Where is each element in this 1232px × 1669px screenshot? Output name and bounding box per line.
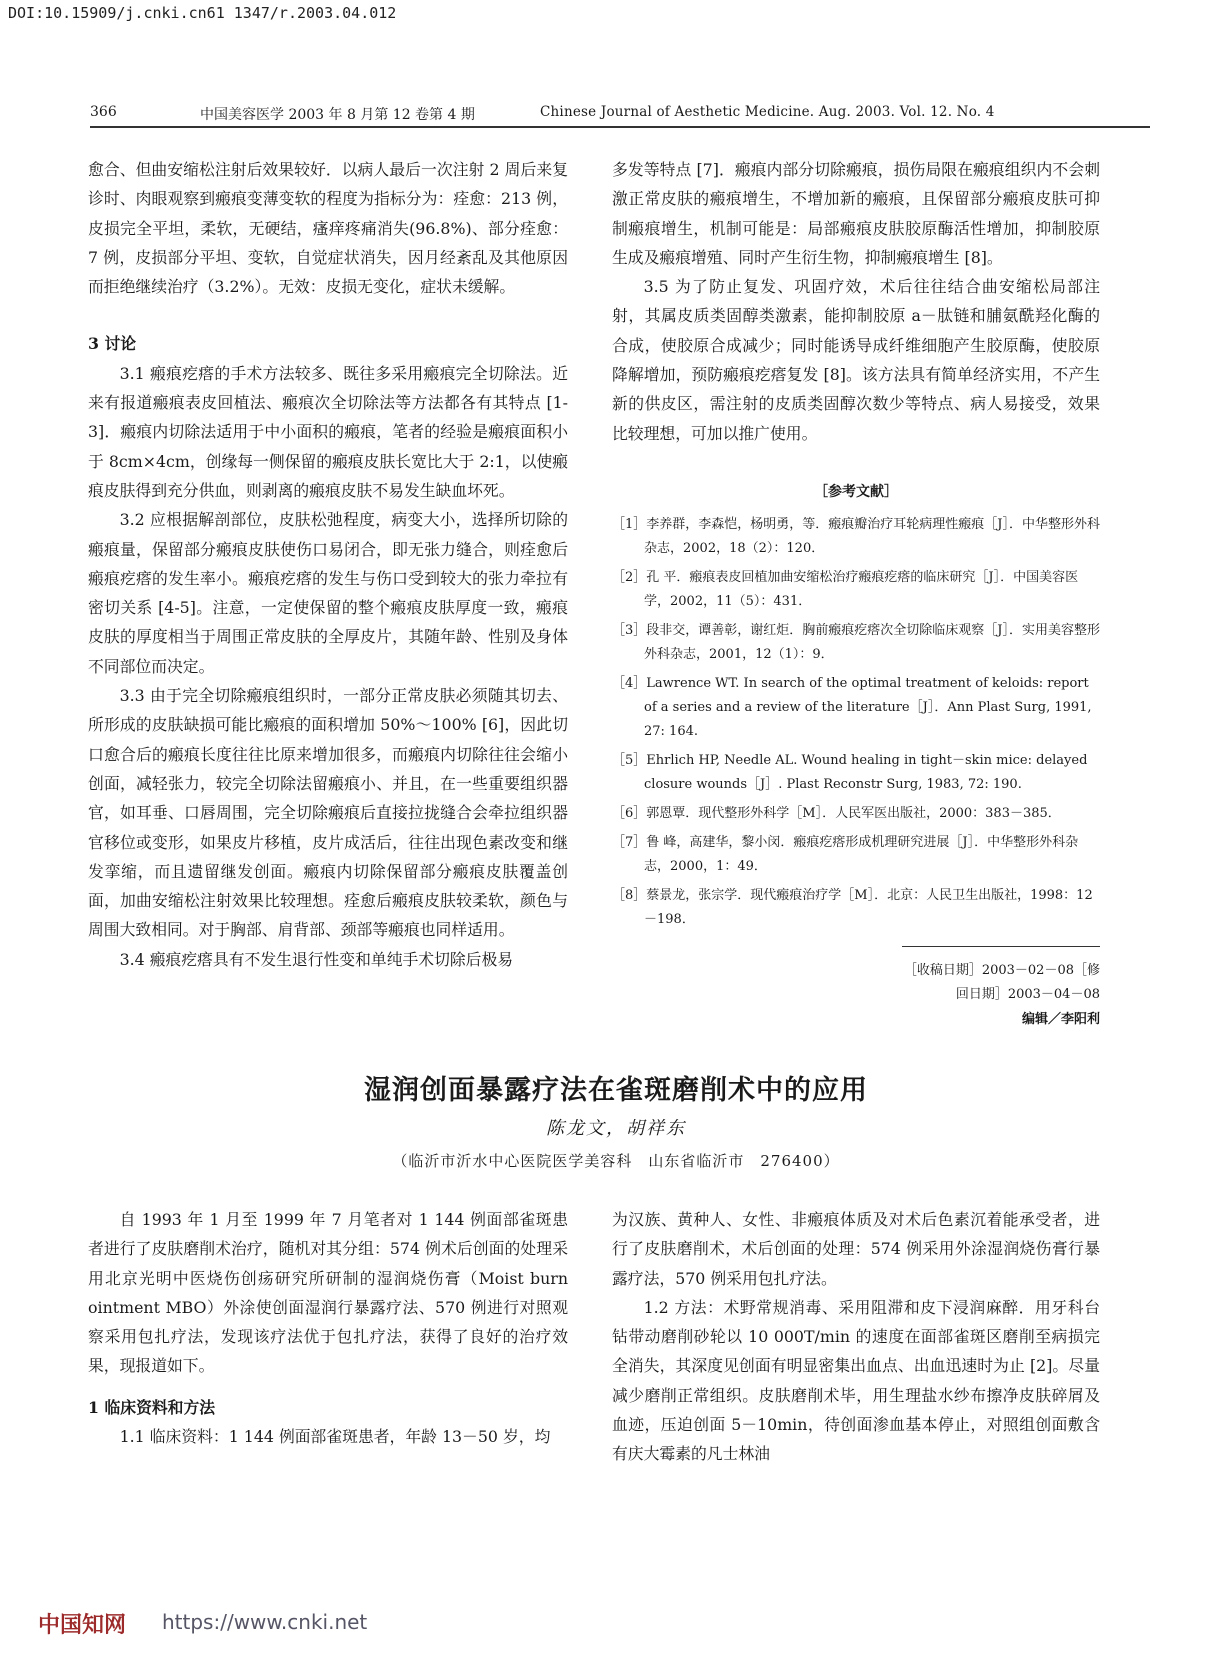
article-authors: 陈龙文，胡祥东 xyxy=(546,1118,686,1139)
article2-right-column xyxy=(612,1205,1100,1469)
paragraph-3-4-continued: 多发等特点 [7]．瘢痕内部分切除瘢痕，损伤局限在瘢痕组织内不会刺激正常皮肤的瘢痕增生，不增加新的瘢痕，且保留部分瘢痕皮肤可抑制瘢痕增生，机制可能是：局部瘢痕皮肤胶原酶活性增加，抑制胶原生成及瘢痕增殖、同时产生衍生物，抑制瘢痕增生 [8]。 xyxy=(612,160,1100,267)
reference-item: ［4］Lawrence WT. In search of the optimal treatment of keloids: report of a series and a review of the literature［J］．Ann Plast Surg, 1991, 27: 164. xyxy=(612,676,1092,740)
reference-item: ［2］孔 平．瘢痕表皮回植加曲安缩松治疗瘢痕疙瘩的临床研究［J］．中国美容医学，2002，11（5）：431． xyxy=(612,570,1079,610)
paragraph-1-1: 1.1 临床资料：1 144 例面部雀斑患者，年龄 13－50 岁，均 xyxy=(119,1427,551,1447)
paragraph-1-2: 1.2 方法：术野常规消毒、采用阻滞和皮下浸润麻醉．用牙科台钻带动磨削砂轮以 10 000T/min 的速度在面部雀斑区磨削至病损完全消失，其深度见创面有明显密集出血点、出血迅速时为止 [2]。尽量减少磨削正常组织。皮肤磨削术毕，用生理盐水纱布擦净皮肤碎屑及血迹，压迫创面 5－10min，待创面渗血基本停止，对照组创面敷含有庆大霉素的凡士林油 xyxy=(612,1297,1100,1464)
running-header xyxy=(90,104,1150,128)
article2-left-column xyxy=(88,1205,568,1451)
journal-name-cn: 中国美容医学 2003 年 8 月第 12 卷第 4 期 xyxy=(200,107,475,123)
paragraph-3-2: 3.2 应根据解剖部位，皮肤松弛程度，病变大小，选择所切除的瘢痕量，保留部分瘢痕皮肤使伤口易闭合，即无张力缝合，则痊愈后瘢痕疙瘩的发生率小。瘢痕疙瘩的发生与伤口受到较大的张力牵拉有密切关系 [4-5]。注意，一定使保留的整个瘢痕皮肤厚度一致，瘢痕皮肤的厚度相当于周围正常皮肤的全厚皮片，其随年龄、性别及身体不同部位而决定。 xyxy=(88,510,568,676)
reference-item: ［7］鲁 峰，高建华，黎小闵．瘢痕疙瘩形成机理研究进展［J］．中华整形外科杂志，2000，1：49． xyxy=(612,835,1079,875)
section-heading-discussion: 3 讨论 xyxy=(88,334,137,354)
article-title: 湿润创面暴露疗法在雀斑磨削术中的应用 xyxy=(364,1075,868,1106)
journal-name-en: Chinese Journal of Aesthetic Medicine. Aug. 2003. Vol. 12. No. 4 xyxy=(540,104,995,120)
article-affiliation: （临沂市沂水中心医院医学美容科 山东省临沂市 276400） xyxy=(392,1152,840,1170)
received-dates: ［收稿日期］2003－02－08［修回日期］2003－04－08 xyxy=(902,946,1100,1007)
article1-right-column xyxy=(612,155,1100,1033)
reference-item: ［6］郭恩覃．现代整形外科学［M］．人民军医出版社，2000：383－385． xyxy=(612,806,1061,822)
cnki-url-link[interactable]: https://www.cnki.net xyxy=(162,1610,368,1634)
page-number: 366 xyxy=(90,104,117,120)
paragraph-1-1-continued: 为汉族、黄种人、女性、非瘢痕体质及对术后色素沉着能承受者，进行了皮肤磨削术，术后创面的处理：574 例采用外涂湿润烧伤膏行暴露疗法，570 例采用包扎疗法。 xyxy=(612,1210,1100,1288)
paragraph-3-1: 3.1 瘢痕疙瘩的手术方法较多、既往多采用瘢痕完全切除法。近来有报道瘢痕表皮回植法、瘢痕次全切除法等方法都各有其特点 [1-3]．瘢痕内切除法适用于中小面积的瘢痕，笔者的经验是瘢痕面积小于 8cm×4cm，创缘每一侧保留的瘢痕皮肤长宽比大于 2:1，以使瘢痕皮肤得到充分供血，则剥离的瘢痕皮肤不易发生缺血坏死。 xyxy=(88,363,568,500)
references-title: ［参考文献］ xyxy=(814,483,898,500)
reference-item: ［8］蔡景龙，张宗学．现代瘢痕治疗学［M］．北京：人民卫生出版社，1998：12－198． xyxy=(612,888,1093,928)
cnki-logo: 中国知网 xyxy=(38,1613,127,1638)
paragraph-3-3: 3.3 由于完全切除瘢痕组织时，一部分正常皮肤必须随其切去、所形成的皮肤缺损可能比瘢痕的面积增加 50%～100% [6]，因此切口愈合后的瘢痕长度往往比原来增加很多，而瘢痕内切除往往会缩小创面，减轻张力，较完全切除法留瘢痕小、并且，在一些重要组织器官，如耳垂、口唇周围，完全切除瘢痕后直接拉拢缝合会牵拉组织器官移位或变形，如果皮片移植，皮片成活后，往往出现色素改变和继发挛缩，而且遗留继发创面。瘢痕内切除保留部分瘢痕皮肤覆盖创面，加曲安缩松注射效果比较理想。痊愈后瘢痕皮肤较柔软，颜色与周围大致相同。对于胸部、肩背部、颈部等瘢痕也同样适用。 xyxy=(88,686,568,940)
reference-item: ［5］Ehrlich HP, Needle AL. Wound healing in tight－skin mice: delayed closure wounds［J］. Plast Reconstr Surg, 1983, 72: 190. xyxy=(612,753,1088,793)
doi-label: DOI:10.15909/j.cnki.cn61 1347/r.2003.04.012 xyxy=(8,4,397,22)
paragraph-3-5: 3.5 为了防止复发、巩固疗效，术后往往结合曲安缩松局部注射，其属皮质类固醇类激素，能抑制胶原 a－肽链和脯氨酰羟化酶的合成，使胶原合成减少；同时能诱导成纤维细胞产生胶原酶，使胶原降解增加，预防瘢痕疙瘩复发 [8]。该方法具有简单经济实用，不产生新的供皮区，需注射的皮质类固醇次数少等特点、病人易接受，效果比较理想，可加以推广使用。 xyxy=(612,277,1100,443)
paragraph-intro: 自 1993 年 1 月至 1999 年 7 月笔者对 1 144 例面部雀斑患者进行了皮肤磨削术治疗，随机对其分组：574 例术后创面的处理采用北京光明中医烧伤创疡研究所研制的湿润烧伤膏（Moist burn ointment MBO）外涂使创面湿润行暴露疗法、570 例进行对照观察采用包扎疗法，发现该疗法优于包扎疗法，获得了良好的治疗效果，现报道如下。 xyxy=(88,1210,568,1376)
paragraph-3-4: 3.4 瘢痕疙瘩具有不发生退行性变和单纯手术切除后极易 xyxy=(119,949,514,969)
paragraph-results: 愈合、但曲安缩松注射后效果较好．以病人最后一次注射 2 周后来复诊时、肉眼观察到瘢痕变薄变软的程度为指标分为：痊愈：213 例，皮损完全平坦，柔软，无硬结，瘙痒疼痛消失(96.8%)、部分痊愈：7 例，皮损部分平坦、变软，自觉症状消失，因月经紊乱及其他原因而拒绝继续治疗（3.2%）。无效：皮损无变化，症状未缓解。 xyxy=(88,160,568,297)
article1-left-column xyxy=(88,155,568,974)
reference-item: ［1］李养群，李森恺，杨明勇，等．瘢痕瓣治疗耳轮病理性瘢痕［J］．中华整形外科杂志，2002，18（2）：120． xyxy=(612,517,1100,557)
section-heading-materials-methods: 1 临床资料和方法 xyxy=(88,1397,216,1417)
editor-credit: 编辑／李阳利 xyxy=(1021,1012,1100,1028)
reference-item: ［3］段非交，谭善彰，谢红炬．胸前瘢痕疙瘩次全切除临床观察［J］．实用美容整形外科杂志，2001，12（1）：9． xyxy=(612,623,1100,663)
